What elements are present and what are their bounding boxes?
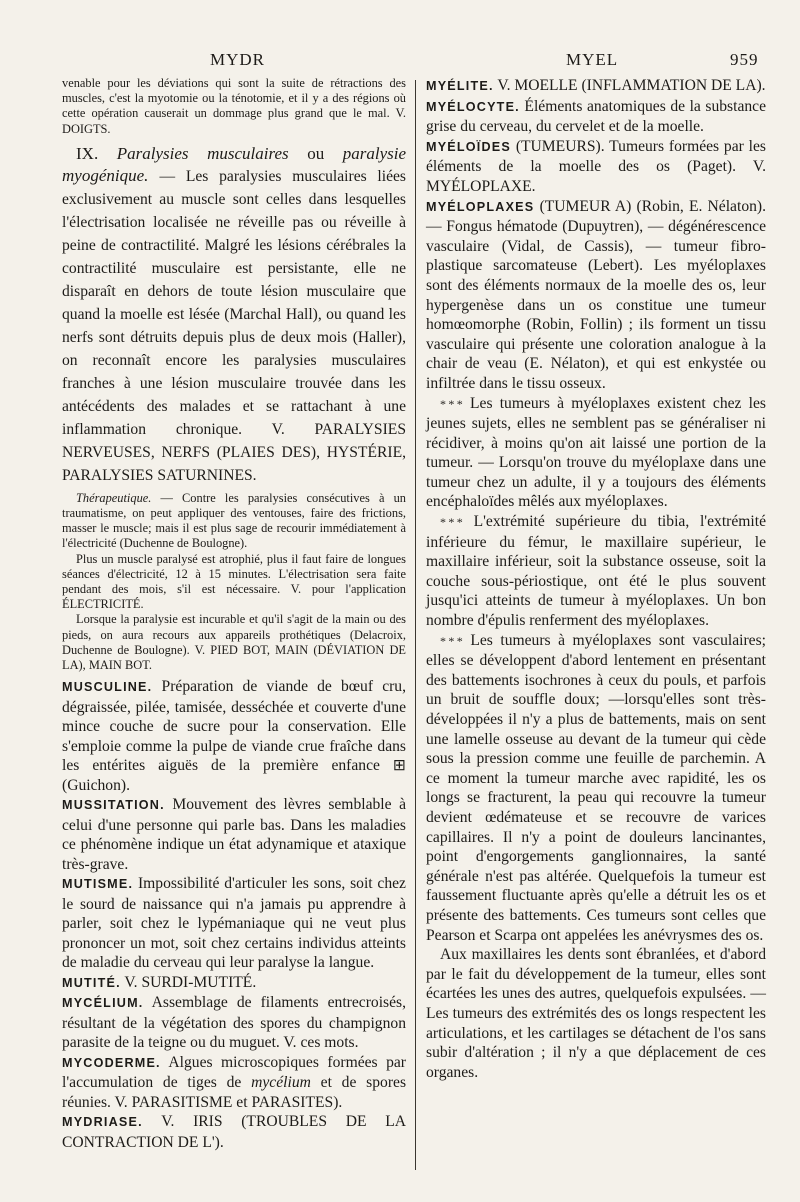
section-title: Paralysies musculaires [116,143,289,163]
entry-body-cont: et de spores réunies. V. PARASITISME et PARASITES). [62,1074,407,1111]
entry-headword: MUSSITATION. [62,798,165,813]
entry-body: V. MOELLE (INFLAMMATION DE LA). [497,77,766,94]
paragraph-text: — Contre les paralysies consécutives à un traumatisme, on peut appliquer des ventouses, faire des frictions, masser le muscle; mais il est plus sage de recourir immédiatement à l'électricité (Duchenne de Boulogne). [62,490,406,551]
entry-headword: MYDRIASE. [62,1115,143,1130]
entry-body: Impossibilité d'articuler les sons, soit chez le sourd de naissance qui n'a jamais pu apprendre à parler, soit chez le lypémaniaque qui ne veut plus prononcer un mot, soit chez certains individus atteints de maladie du cerveau qui leur paralyse la langue. [62,875,406,972]
section-heading [62,143,406,487]
asterism: * * * [440,633,463,648]
entry-headword: MYCODERME. [62,1055,161,1070]
entry-italic-term: mycélium [251,1074,311,1092]
column-divider [415,80,416,1170]
entry-body: V. SURDI-MUTITÉ. [124,973,257,991]
entry-body: Assemblage de filaments entrecroisés, résultant de la végétation des spores du champignon parasite de la teigne ou du muguet. V. ces mots. [62,994,406,1052]
entry-myeloides [426,137,766,197]
entry-musculine [62,677,406,795]
entry-body: Éléments anatomiques de la substance grise du cerveau, du cervelet et de la moelle. [426,97,767,136]
asterism: * * * [440,515,463,530]
paragraph: Plus un muscle paralysé est atrophié, plus il faut faire de longues séances d'électricité, 12 à 15 minutes. L'électrisation sera faite pendant des mois, s'il est nécessaire. V. pour l'application ÉLECTRICITÉ. [62,551,406,612]
paragraph-text: Les tumeurs à myéloplaxes existent chez les jeunes sujets, elles ne semblent pas se généraliser ni récidiver, à moins qu'on ait laissé une portion de la tumeur. — Lorsqu'on trouve du myéloplaxe dans une tumeur chez un adulte, il y a toujours des éléments encéphaloïdes mêlés aux myéloplaxes. [426,394,766,511]
entry-mutisme [62,874,406,973]
section-number: IX. [76,143,99,163]
paragraph [426,512,766,631]
entry-headword: MUTISME. [62,877,134,892]
entry-headword: MYÉLOCYTE. [426,99,520,114]
entry-headword: MYÉLOPLAXES [426,199,535,214]
running-head-left: MYDR [210,50,266,69]
entry-body: Mouvement des lèvres semblable à celui d'une personne qui parle bas. Dans les maladies ce phénomène indique un état adynamique et ataxique très-grave. [62,796,406,873]
paragraph: Aux maxillaires les dents sont ébranlées, et d'abord par le fait du développement de la tumeur, elles sont écartées les unes des autres, quelquefois expulsées. — Les tumeurs des extrémités des os longs respectent les articulations, et les cartilages se détachent de l'os sans subir d'altération ; il n'y a que déplacement de ces organes. [426,946,766,1081]
therapeutics-paragraph [62,491,406,552]
entry-mydriase [62,1112,406,1152]
page-number: 959 [730,50,759,69]
entry-mycoderme [62,1053,406,1113]
section-title-alt: paralysie myogénique. [62,143,407,185]
entry-body: Préparation de viande de bœuf cru, dégraissée, pilée, tamisée, desséchée et couverte d'une mince couche de sucre pour la conservation. Elle s'emploie comme la pulpe de viande crue fraîche dans les entérites aiguës de la première enfance ⊞ (Guichon). [62,678,406,794]
right-column [426,76,766,1082]
entry-mycelium [62,993,406,1053]
paragraph: venable pour les déviations qui sont la suite de rétractions des muscles, c'est la myotomie ou la ténotomie, et il y a des régions où cette opération causerait un dommage plus grand que le mal. V. DOIGTS. [62,76,406,136]
entry-headword: MYÉLOÏDES [426,139,511,154]
paragraph [426,394,766,513]
paragraph: — Les paralysies musculaires liées exclusivement au muscle sont celles dans lesquelles l'électrisation localisée ne réveille pas ou réveille à peine de contractilité. Malgré les lésions cérébrales la contractilité musculaire est persistante, elle ne disparaît en dehors de toute lésion musculaire que quand la moelle est lésée (Marchal Hall), ou quand les nerfs sont détruits depuis plus de deux mois (Haller), on reconnaît encore les paralysies musculaires franches à une lésion musculaire trouvée dans les antécédents des malades et se rattachant à une inflammation chronique. V. PARALYSIES NERVEUSES, NERFS (PLAIES DES), HYSTÉRIE, PARALYSIES SATURNINES. [62,167,406,484]
section-conjunction: ou [307,143,325,163]
paragraph [426,631,766,946]
entry-headword: MYCÉLIUM. [62,996,144,1011]
paragraph-text: Les tumeurs à myéloplaxes sont vasculaires; elles se développent d'abord lentement en présentant des battements isochrones à ceux du pouls, et parfois un bruit de souffle doux; —lorsqu'elles sont très-développées il n'y a plus de battements, mais on sent une lamelle osseuse au devant de la tumeur qui cède sous la pression comme une feuille de parchemin. A ce moment la tumeur marche avec rapidité, les os longs se fracturent, la peau qui recouvre la tumeur devient œdémateuse et se recouvre de varices capillaires. Il n'y a point de douleurs lancinantes, point d'engorgements ganglionnaires, la santé générale n'est pas altérée. Quelquefois la tumeur est faussement fluctuante après qu'elle a détruit les os et présente des battements. Ces tumeurs sont celles que Pearson et Scarpa ont appelées les anévrysmes des os. [426,631,766,944]
therapeutics-label: Thérapeutique. [76,490,152,505]
entry-myelite [426,76,766,97]
entry-myeloplaxes [426,197,766,394]
asterism: * * * [440,396,463,411]
entry-myelocyte [426,97,766,137]
paragraph-text: L'extrémité supérieure du tibia, l'extrémité inférieure du fémur, le maxillaire supérieur, le maxillaire inférieur, soit la substance osseuse, soit la couche sous-périostique, ont été le plus souvent jusqu'ici atteints de tumeur à myéloplaxes. Un bon nombre d'épulis renferment des myéloplaxes. [426,513,766,630]
entry-body: V. IRIS (TROUBLES DE LA CONTRACTION DE L'). [62,1113,406,1151]
entry-body: Algues microscopiques formées par l'accumulation de tiges de [62,1053,406,1092]
entry-headword: MUTITÉ. [62,975,121,990]
entry-body: (TUMEURS). Tumeurs formées par les éléments de la moelle des os (Paget). V. MYÉLOPLAXE. [426,137,766,195]
entry-body: (TUMEUR A) (Robin, E. Nélaton). — Fongus hématode (Dupuytren), — dégénérescence vasculaire (Vidal, de Cassis), — tumeur fibro-plastique sarcomateuse (Lebert). Les myéloplaxes sont des éléments normaux de la moelle des os, leur hypergenèse dans un os constitue une tumeur homœomorphe (Robin, Follin) ; ils forment un tissu vasculaire qui présente une coloration analogue à la chair de veau (E. Nélaton), et qui est enkystée ou infiltrée dans le tissu osseux. [426,197,766,392]
entry-headword: MUSCULINE. [62,680,153,695]
left-column [62,76,406,1152]
running-head-center: MYEL [566,50,619,69]
paragraph: Lorsque la paralysie est incurable et qu'il s'agit de la main ou des pieds, on aura recours aux appareils prothétiques (Delacroix, Duchenne de Boulogne). V. PIED BOT, MAIN (DÉVIATION DE LA), MAIN BOT. [62,612,406,673]
entry-headword: MYÉLITE. [426,79,494,93]
entry-mussitation [62,795,406,874]
entry-mutite [62,973,406,994]
